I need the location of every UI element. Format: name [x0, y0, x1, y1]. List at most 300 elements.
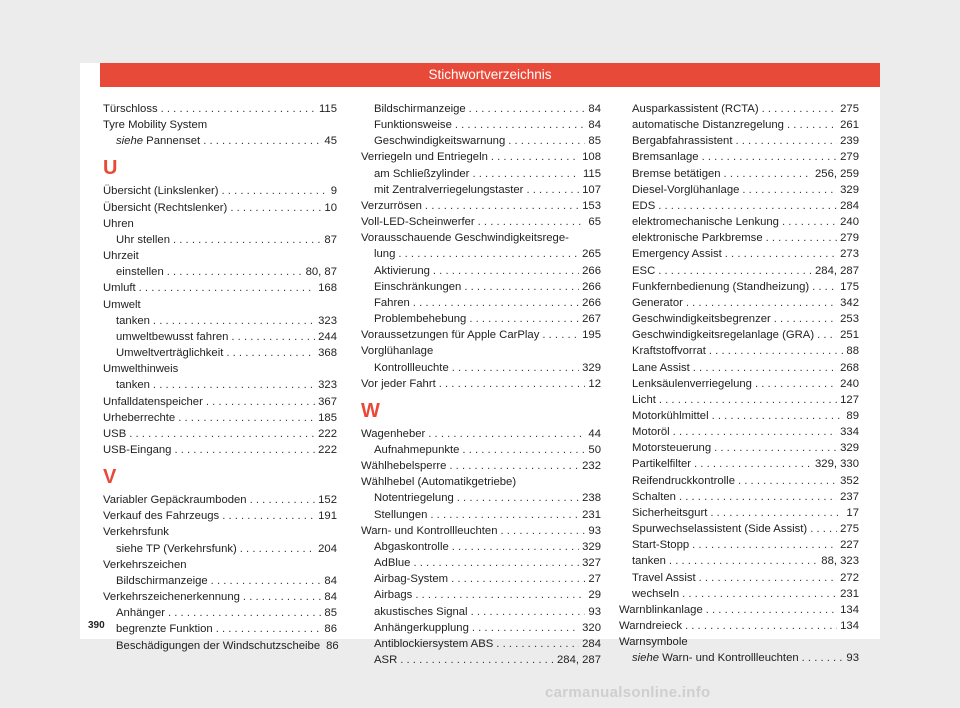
entry-text: Pannenset [146, 135, 201, 148]
index-entry [619, 424, 859, 440]
section-header [100, 63, 880, 87]
entry-page-ref: 84 [588, 103, 601, 115]
dot-leader [817, 327, 837, 343]
index-entry [619, 133, 859, 149]
index-entry [361, 133, 601, 149]
entry-label: elektronische Parkbremse [632, 232, 763, 245]
entry-page-ref: 261 [840, 119, 859, 132]
entry-page-ref: 191 [318, 510, 337, 523]
dot-leader [250, 492, 316, 508]
entry-label: Spurwechselassistent (Side Assist) [632, 523, 808, 536]
dot-leader [709, 343, 844, 359]
index-entry [361, 263, 601, 279]
entry-label: Geschwindigkeitsbegrenzer [632, 313, 771, 326]
entry-page-ref: 108 [582, 151, 601, 164]
dot-leader [702, 149, 838, 165]
entry-label: Funkfernbedienung (Standheizung) [632, 280, 810, 293]
dot-leader [452, 360, 579, 376]
entry-page-ref: 134 [840, 603, 859, 616]
index-heading: Tyre Mobility System [103, 119, 208, 132]
group-t [103, 101, 337, 149]
dot-leader [462, 442, 585, 458]
index-entry [361, 587, 601, 603]
dot-leader [469, 101, 586, 117]
index-entry [361, 166, 601, 182]
index-entry [103, 280, 337, 296]
index-column-3 [619, 101, 859, 666]
entry-label: akustisches Signal [374, 605, 468, 618]
index-entry [361, 376, 601, 392]
index-entry [361, 507, 601, 523]
index-entry [619, 618, 859, 634]
group-v-continued [361, 101, 601, 392]
dot-leader [686, 295, 837, 311]
dot-leader [469, 311, 579, 327]
entry-label: AdBlue [374, 557, 411, 570]
letter-heading-v: V [103, 466, 117, 489]
index-entry [103, 329, 337, 345]
entry-label: Diesel-Vorglühanlage [632, 183, 740, 196]
entry-page-ref: 85 [324, 607, 337, 620]
entry-page-ref: 86 [326, 639, 339, 652]
dot-leader [755, 376, 837, 392]
dot-leader [174, 442, 315, 458]
index-entry [361, 604, 601, 620]
entry-label [632, 650, 799, 666]
index-entry [361, 539, 601, 555]
entry-label: tanken [116, 379, 150, 392]
entry-page-ref: 232 [582, 460, 601, 473]
entry-label: Bremse betätigen [632, 167, 721, 180]
index-heading: Uhren [103, 217, 134, 230]
dot-leader [452, 539, 579, 555]
entry-page-ref: 88 [846, 345, 859, 358]
entry-page-ref: 329 [582, 540, 601, 553]
index-entry [619, 182, 859, 198]
dot-leader [211, 573, 322, 589]
entry-label: Voll-LED-Scheinwerfer [361, 216, 475, 229]
dot-leader [658, 263, 812, 279]
dot-leader [724, 166, 812, 182]
dot-leader [206, 394, 315, 410]
dot-leader [742, 182, 837, 198]
entry-label: Umweltverträglichkeit [116, 347, 224, 360]
dot-leader [766, 230, 838, 246]
index-entry [103, 394, 337, 410]
index-entry [619, 360, 859, 376]
entry-page-ref: 265 [582, 248, 601, 261]
entry-page-ref: 334 [840, 426, 859, 439]
dot-leader [694, 456, 812, 472]
dot-leader [413, 555, 579, 571]
entry-label: siehe TP (Verkehrsfunk) [116, 542, 237, 555]
entry-page-ref: 279 [840, 151, 859, 164]
entry-label: Abgaskontrolle [374, 540, 449, 553]
entry-label: Beschädigungen der Windschutzscheibe [116, 639, 321, 652]
dot-leader [231, 329, 315, 345]
dot-leader [710, 505, 843, 521]
entry-page-ref: 107 [582, 183, 601, 196]
entry-page-ref: 93 [846, 652, 859, 665]
entry-label: umweltbewusst fahren [116, 330, 229, 343]
index-entry [361, 620, 601, 636]
dot-leader [712, 408, 844, 424]
dot-leader [692, 537, 837, 553]
dot-leader [471, 604, 586, 620]
dot-leader [203, 133, 321, 149]
dot-leader [679, 489, 837, 505]
entry-label: Airbags [374, 589, 413, 602]
entry-label: Variabler Gepäckraumboden [103, 494, 247, 507]
index-entry [619, 246, 859, 262]
entry-label: elektromechanische Lenkung [632, 216, 779, 229]
dot-leader [774, 311, 837, 327]
entry-page-ref: 17 [846, 506, 859, 519]
dot-leader [415, 587, 585, 603]
entry-label [116, 133, 200, 149]
index-entry [361, 246, 601, 262]
entry-label: Sicherheitsgurt [632, 506, 708, 519]
entry-page-ref: 273 [840, 248, 859, 261]
entry-label: Umluft [103, 282, 136, 295]
entry-page-ref: 84 [324, 574, 337, 587]
index-entry [619, 408, 859, 424]
index-heading: Uhrzeit [103, 250, 139, 263]
entry-label: Bergabfahrassistent [632, 135, 733, 148]
entry-text: Warn- und Kontrollleuchten [662, 652, 799, 665]
index-entry [103, 232, 337, 248]
entry-page-ref: 237 [840, 490, 859, 503]
entry-label: Einschränkungen [374, 280, 462, 293]
entry-page-ref: 284, 287 [815, 264, 859, 277]
index-column-2 [361, 101, 601, 668]
entry-page-ref: 152 [318, 494, 337, 507]
entry-page-ref: 329 [840, 183, 859, 196]
index-entry [361, 490, 601, 506]
entry-label: Motorsteuerung [632, 442, 712, 455]
index-entry [103, 442, 337, 458]
letter-heading-u: U [103, 157, 118, 180]
index-entry [619, 489, 859, 505]
index-heading: Warnsymbole [619, 636, 688, 649]
entry-label: Geschwindigkeitswarnung [374, 135, 506, 148]
index-entry [103, 183, 337, 199]
index-entry [361, 182, 601, 198]
entry-label: lung [374, 248, 396, 261]
index-entry [619, 343, 859, 359]
entry-page-ref: 320 [582, 621, 601, 634]
dot-leader [173, 232, 321, 248]
entry-page-ref: 368 [318, 347, 337, 360]
entry-page-ref: 50 [588, 443, 601, 456]
entry-label: Bildschirmanzeige [116, 574, 208, 587]
entry-label: begrenzte Funktion [116, 623, 213, 636]
entry-label: tanken [632, 555, 666, 568]
dot-leader [682, 586, 837, 602]
entry-label: Wählhebelsperre [361, 460, 447, 473]
index-entry [361, 198, 601, 214]
dot-leader [738, 473, 837, 489]
entry-page-ref: 329, 330 [815, 458, 859, 471]
entry-page-ref: 240 [840, 377, 859, 390]
index-heading: Verkehrszeichen [103, 558, 187, 571]
entry-label: Unfalldatenspeicher [103, 395, 203, 408]
index-heading: Wählhebel (Automatikgetriebe) [361, 476, 517, 489]
entry-label: Reifendruckkontrolle [632, 474, 735, 487]
entry-label: Start-Stopp [632, 539, 690, 552]
index-entry [361, 327, 601, 343]
see-reference: siehe [116, 135, 144, 148]
entry-label: Verzurrösen [361, 199, 422, 212]
dot-leader [439, 376, 586, 392]
entry-label: Warndreieck [619, 620, 682, 632]
entry-label: Stellungen [374, 508, 428, 521]
entry-label: Aktivierung [374, 264, 430, 277]
index-entry [361, 652, 601, 668]
dot-leader [455, 117, 586, 133]
index-entry [361, 149, 601, 165]
entry-label: Emergency Assist [632, 248, 722, 261]
entry-page-ref: 266 [582, 264, 601, 277]
dot-leader [685, 618, 837, 634]
index-entry [103, 638, 337, 654]
index-heading: Umwelthinweis [103, 363, 179, 376]
index-entry [103, 200, 337, 216]
entry-label: Bildschirmanzeige [374, 103, 466, 115]
index-entry [361, 523, 601, 539]
entry-page-ref: 93 [588, 524, 601, 537]
dot-leader [508, 133, 585, 149]
index-entry [619, 327, 859, 343]
dot-leader [735, 133, 837, 149]
index-entry [619, 537, 859, 553]
entry-page-ref: 204 [318, 542, 337, 555]
index-entry [103, 101, 337, 117]
index-entry [103, 264, 337, 280]
index-entry [103, 410, 337, 426]
index-entry [361, 101, 601, 117]
entry-label: Voraussetzungen für Apple CarPlay [361, 329, 540, 342]
entry-label: Warnblinkanlage [619, 603, 703, 616]
index-entry [361, 117, 601, 133]
index-entry [361, 571, 601, 587]
index-heading: Umwelt [103, 298, 141, 311]
index-entry [103, 426, 337, 442]
entry-page-ref: 266 [582, 280, 601, 293]
watermark-text: carmanualsonline.info [545, 684, 711, 701]
index-entry [619, 586, 859, 602]
group-w-continued [619, 101, 859, 666]
entry-page-ref: 268 [840, 361, 859, 374]
dot-leader [762, 101, 838, 117]
entry-page-ref: 279 [840, 232, 859, 245]
entry-page-ref: 9 [330, 185, 337, 198]
dot-leader [802, 650, 844, 666]
entry-page-ref: 29 [588, 589, 601, 602]
entry-label: mit Zentralverriegelungstaster [374, 183, 524, 196]
index-entry [361, 279, 601, 295]
entry-page-ref: 284, 287 [557, 654, 601, 666]
entry-page-ref: 10 [324, 201, 337, 214]
entry-page-ref: 222 [318, 427, 337, 440]
entry-page-ref: 323 [318, 379, 337, 392]
entry-label: Übersicht (Linkslenker) [103, 185, 219, 198]
dot-leader [464, 279, 579, 295]
dot-leader [413, 295, 579, 311]
index-entry [103, 605, 337, 621]
entry-page-ref: 251 [840, 329, 859, 342]
entry-page-ref: 329 [582, 361, 601, 374]
index-entry [619, 166, 859, 182]
entry-page-ref: 238 [582, 492, 601, 505]
entry-label: Verriegeln und Entriegeln [361, 151, 488, 164]
index-entry [361, 214, 601, 230]
dot-leader [222, 183, 328, 199]
group-w [361, 426, 601, 668]
entry-label: ASR [374, 654, 398, 666]
dot-leader [167, 264, 303, 280]
entry-page-ref: 44 [588, 427, 601, 440]
entry-label: Motoröl [632, 426, 670, 439]
entry-page-ref: 240 [840, 216, 859, 229]
index-heading: Vorausschauende Geschwindigkeitsrege- [361, 232, 569, 245]
entry-label: Verkehrszeichenerkennung [103, 591, 240, 604]
index-entry [619, 570, 859, 586]
dot-leader [472, 166, 580, 182]
index-entry [103, 345, 337, 361]
entry-label: Kraftstoffvorrat [632, 345, 706, 358]
entry-label: Airbag-System [374, 573, 449, 586]
entry-page-ref: 84 [324, 591, 337, 604]
dot-leader [782, 214, 837, 230]
index-entry [619, 602, 859, 618]
entry-page-ref: 87 [324, 233, 337, 246]
index-entry [619, 456, 859, 472]
dot-leader [658, 198, 837, 214]
index-entry [619, 440, 859, 456]
entry-label: wechseln [632, 587, 680, 600]
dot-leader [451, 571, 585, 587]
index-entry [103, 589, 337, 605]
entry-page-ref: 231 [582, 508, 601, 521]
dot-leader [216, 621, 322, 637]
index-entry [619, 214, 859, 230]
index-entry [619, 553, 859, 569]
dot-leader [153, 377, 315, 393]
index-column-1 [103, 101, 337, 654]
entry-label: Lenksäulenverriegelung [632, 377, 752, 390]
index-entry [619, 650, 859, 666]
dot-leader [222, 508, 315, 524]
entry-page-ref: 84 [588, 119, 601, 132]
entry-page-ref: 127 [840, 393, 859, 406]
entry-page-ref: 93 [588, 605, 601, 618]
index-entry [361, 458, 601, 474]
dot-leader [693, 360, 837, 376]
entry-label: Warn- und Kontrollleuchten [361, 524, 498, 537]
entry-label: Lane Assist [632, 361, 690, 374]
entry-label: ESC [632, 264, 656, 277]
dot-leader [433, 263, 579, 279]
entry-label: Antiblockiersystem ABS [374, 637, 494, 650]
entry-page-ref: 195 [582, 329, 601, 342]
index-entry [619, 505, 859, 521]
entry-page-ref: 115 [318, 103, 337, 115]
entry-label: Notentriegelung [374, 492, 454, 505]
entry-label: Generator [632, 296, 683, 309]
dot-leader [139, 280, 316, 296]
index-entry [361, 636, 601, 652]
dot-leader [496, 636, 579, 652]
entry-page-ref: 80, 87 [305, 266, 337, 279]
dot-leader [153, 313, 315, 329]
index-entry [103, 621, 337, 637]
entry-label: Kontrollleuchte [374, 361, 449, 374]
entry-label: Travel Assist [632, 571, 696, 584]
entry-label: Fahren [374, 296, 410, 309]
entry-page-ref: 284 [840, 199, 859, 212]
entry-page-ref: 342 [840, 296, 859, 309]
group-u [103, 183, 337, 458]
index-heading: Vorglühanlage [361, 345, 434, 358]
index-entry [361, 442, 601, 458]
index-heading: Verkehrsfunk [103, 526, 169, 539]
index-entry [619, 101, 859, 117]
index-entry [103, 377, 337, 393]
entry-page-ref: 231 [840, 587, 859, 600]
entry-page-ref: 27 [588, 573, 601, 586]
entry-page-ref: 185 [318, 411, 337, 424]
entry-label: Partikelfilter [632, 458, 692, 471]
entry-page-ref: 367 [318, 395, 337, 408]
index-entry [619, 230, 859, 246]
page-number: 390 [88, 620, 105, 631]
index-entry [619, 311, 859, 327]
dot-leader [161, 101, 316, 117]
entry-page-ref: 352 [840, 474, 859, 487]
dot-leader [129, 426, 315, 442]
dot-leader [428, 426, 585, 442]
dot-leader [457, 490, 579, 506]
entry-label: Anhänger [116, 607, 165, 620]
entry-page-ref: 227 [840, 539, 859, 552]
dot-leader [178, 410, 315, 426]
dot-leader [526, 182, 579, 198]
entry-page-ref: 175 [840, 280, 859, 293]
dot-leader [168, 605, 321, 621]
index-entry [361, 311, 601, 327]
entry-label: einstellen [116, 266, 164, 279]
dot-leader [478, 214, 586, 230]
entry-label: automatische Distanzregelung [632, 119, 784, 132]
index-entry [619, 473, 859, 489]
entry-page-ref: 65 [588, 216, 601, 229]
group-v [103, 492, 337, 654]
index-entry [361, 426, 601, 442]
entry-page-ref: 85 [588, 135, 601, 148]
dot-leader [812, 279, 837, 295]
entry-page-ref: 323 [318, 314, 337, 327]
dot-leader [500, 523, 585, 539]
entry-label: Urheberrechte [103, 411, 176, 424]
index-entry [619, 376, 859, 392]
index-entry [361, 555, 601, 571]
entry-label: Motorkühlmittel [632, 409, 709, 422]
entry-page-ref: 222 [318, 443, 337, 456]
entry-label: Geschwindigkeitsregelanlage (GRA) [632, 329, 815, 342]
index-entry [103, 508, 337, 524]
index-entry [619, 279, 859, 295]
